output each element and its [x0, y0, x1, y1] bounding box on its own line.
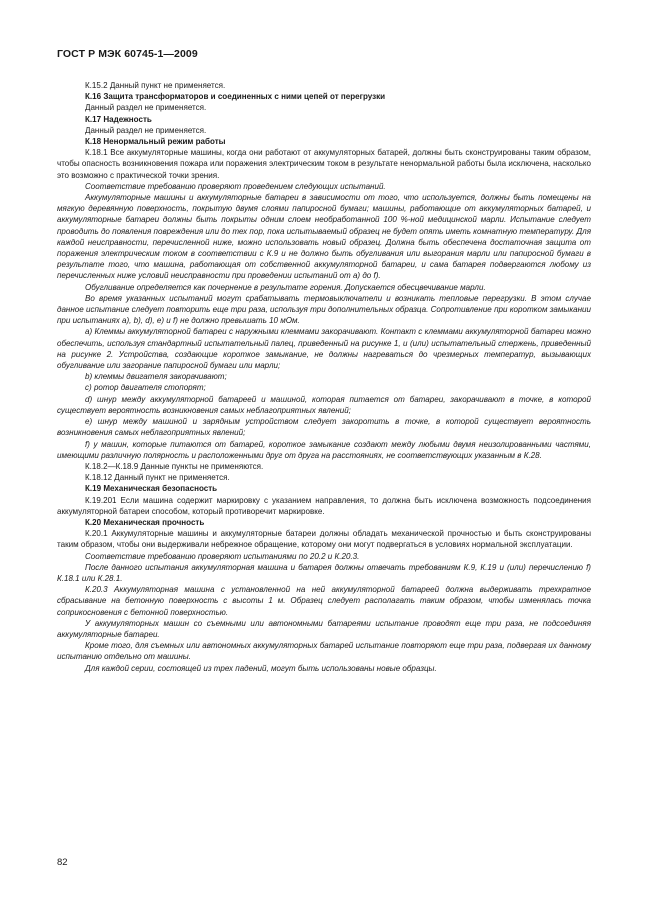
paragraph: с) ротор двигателя стопорят; [85, 383, 206, 393]
section-heading: К.19 Механическая безопасность [85, 484, 218, 494]
paragraph: После данного испытания аккумуляторная машина и батарея должны отвечать требованиям К.9, К.19 и (или) перечислению f) К.18.1 или К.28.1. [57, 562, 591, 583]
paragraph: Обугливание определяется как почернение в результате горения. Допускается обесцвечивание марли. [85, 282, 486, 292]
section-heading: К.16 Защита трансформаторов и соединенных с ними цепей от перегрузки [85, 92, 386, 102]
paragraph: К.15.2 Данный пункт не применяется. [85, 81, 226, 90]
paragraph: Во время указанных испытаний могут срабатывать термовыключатели и возникать тепловые перегрузки. В этом случае данное испытание следует повторить еще три раза, используя три дополнительных образца. Сопротивление при коротком замыкании при испытаниях а), b), d), е) и f) не должно превышать 10 мОм. [57, 293, 591, 326]
paragraph: К.18.12 Данный пункт не применяется. [85, 473, 230, 483]
paragraph: К.20.3 Аккумуляторная машина с установленной на ней аккумуляторной батареей должна выдерживать трехкратное сбрасывание на бетонную поверхность с высоты 1 м. Образец следует располагать таким образом, чтобы изменялась точка соприкосновения с бетонной поверхностью. [57, 585, 591, 617]
paragraph: Аккумуляторные машины и аккумуляторные батареи в зависимости от того, что используется, должны быть помещены на мягкую деревянную поверхность, покрытую двумя слоями папиросной бумаги; машины, работающие от аккумуляторных батарей, и аккумуляторные батареи должны быть покрыты одним слоем необработанной 100 %-ной медицинской марли. Испытание следует проводить до появления повреждения или до тех пор, пока испытываемый образец не будет опять иметь комнатную температуру. Для каждой неисправности, перечисленной ниже, можно использовать новый образец. Должна быть обеспечена достаточная защита от поражения электрическим током в соответствии с К.9 и не должно быть обугливания или выгорания марли или папиросной бумаги в результате того, что машина, работающая от собственной аккумуляторной батареи, и сама батарея подвергаются любому из перечисленных ниже условий неисправности при проведении испытаний от а) до f). [57, 193, 591, 281]
paragraph: К.19.201 Если машина содержит маркировку с указанием направления, то должна быть исключена возможность подсоединения аккумуляторной батареи способом, который противоречит маркировке. [57, 495, 591, 516]
paragraph: Соответствие требованию проверяют испытаниями по 20.2 и К.20.3. [85, 551, 360, 561]
paragraph: d) шнур между аккумуляторной батареей и машиной, которая питается от батареи, закорачивают в точке, в которой существует вероятность возникновения самых неблагоприятных явлений; [57, 394, 591, 415]
paragraph: Данный раздел не применяется. [85, 103, 207, 113]
paragraph: Для каждой серии, состоящей из трех падений, могут быть использованы новые образцы. [85, 663, 437, 673]
section-heading: К.20 Механическая прочность [85, 517, 205, 527]
paragraph: а) Клеммы аккумуляторной батареи с наружными клеммами закорачивают. Контакт с клеммами аккумуляторной батареи можно обеспечить, используя стандартный испытательный палец, приведенный на рисунке 1, и (или) испытательный стержень, приведенный на рисунке 2. Устройства, создающие короткое замыкание, не должны нагреваться до чрезмерных температур, вызывающих обугливание или загорание папиросной бумаги или марли; [57, 327, 591, 371]
paragraph: Данный раздел не применяется. [85, 125, 207, 135]
section-heading: К.18 Ненормальный режим работы [85, 137, 226, 147]
standard-header: ГОСТ Р МЭК 60745-1—2009 [57, 48, 198, 60]
paragraph: f) у машин, которые питаются от батарей, короткое замыкание создают между любыми двумя неизолированными частями, имеющими различную полярность и расположенными друг от друга на расстояниях, не соответствующих указанным в К.28. [57, 439, 591, 460]
paragraph: К.20.1 Аккумуляторные машины и аккумуляторные батареи должны обладать механической прочностью и быть сконструированы таким образом, чтобы они выдерживали небрежное обращение, которому они могут подвергаться в условиях нормальной эксплуатации. [57, 529, 591, 550]
paragraph: У аккумуляторных машин со съемными или автономными батареями испытание проводят еще три раза, не подсоединяя аккумуляторные батареи. [57, 618, 591, 639]
paragraph: е) шнур между машиной и зарядным устройством следует закоротить в точке, в которой существует вероятность возникновения самых неблагоприятных явлений; [57, 417, 591, 438]
paragraph: Соответствие требованию проверяют проведением следующих испытаний. [85, 181, 386, 191]
paragraph: b) клеммы двигателя закорачивают; [85, 372, 227, 382]
paragraph: К.18.2—К.18.9 Данные пункты не применяются. [85, 461, 264, 471]
paragraph: К.18.1 Все аккумуляторные машины, когда они работают от аккумуляторных батарей, должны быть сконструированы таким образом, чтобы опасность возникновения пожара или поражения электрическим током в результате ненормальной работы была исключена, насколько это возможно с практической точки зрения. [57, 148, 591, 180]
page-number: 82 [57, 857, 68, 868]
section-heading: К.17 Надежность [85, 114, 152, 124]
paragraph: Кроме того, для съемных или автономных аккумуляторных батарей испытание повторяют еще три раза, подвергая их данному испытанию отдельно от машины. [57, 641, 591, 662]
document-body [57, 80, 591, 674]
